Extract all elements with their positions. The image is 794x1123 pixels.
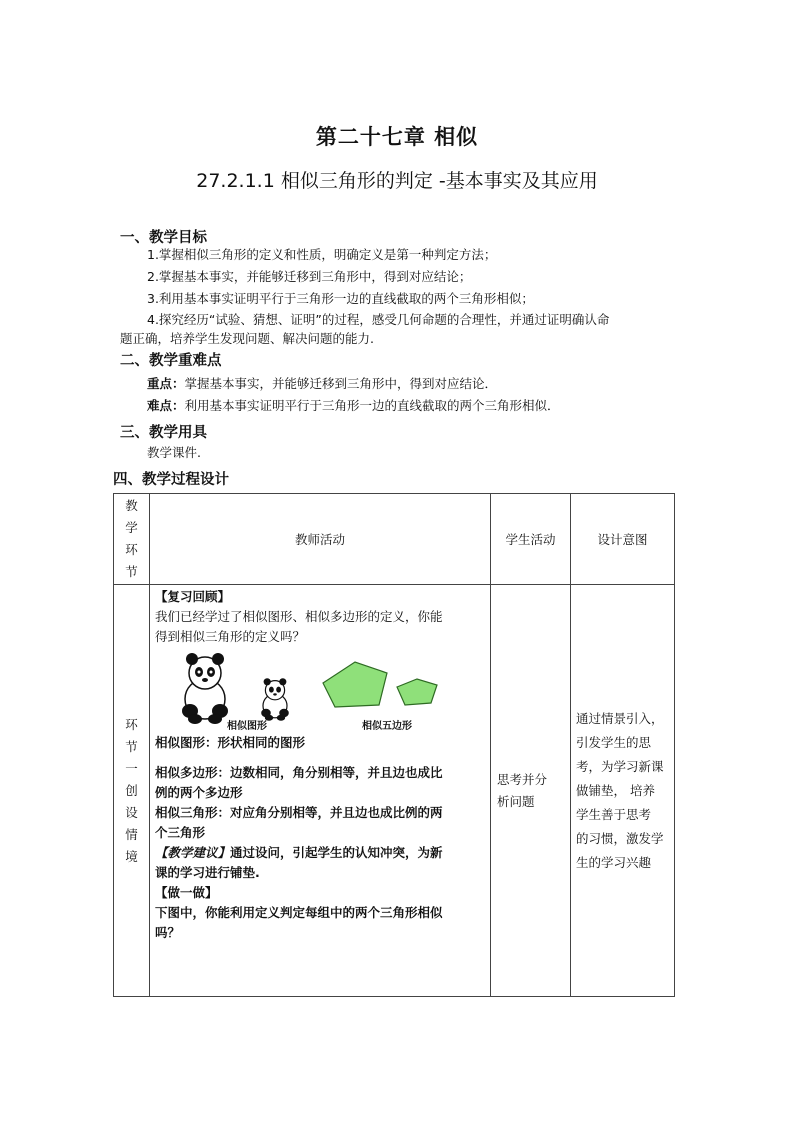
do-it-tag: 【做一做】 <box>155 885 218 900</box>
small-pentagon-shape <box>397 679 437 705</box>
review-question-1: 我们已经学过了相似图形、相似多边形的定义，你能 <box>155 609 443 624</box>
do-it-question-1: 下图中，你能利用定义判定每组中的两个三角形相似 <box>155 905 443 920</box>
diff-label: 难点： <box>147 398 185 413</box>
stage-cell: 环 节 一 创 设 情 境 <box>114 585 150 997</box>
do-it-question-2: 吗？ <box>155 925 181 940</box>
diff-text: 利用基本事实证明平行于三角形一边的直线截取的两个三角形相似． <box>184 398 560 413</box>
tools-heading: 三、教学用具 <box>120 425 207 441</box>
design-intent-cell: 通过情景引入， 引发学生的思 考，为学习新课 做铺垫， 培养 学生善于思考 的习惯，激发学 生的学习兴趣 <box>571 585 675 997</box>
big-panda-image <box>182 653 228 724</box>
review-tag: 【复习回顾】 <box>155 589 231 604</box>
teaching-suggestion-2: 课的学习进行铺垫. <box>155 865 260 880</box>
big-pentagon-shape <box>323 662 387 707</box>
definition-similar-figures: 相似图形：形状相同的图形 <box>155 735 306 750</box>
difficult-point <box>147 397 560 415</box>
key-heading: 二、教学重难点 <box>120 353 222 369</box>
table-row <box>114 585 675 997</box>
header-student: 学生活动 <box>491 494 571 585</box>
fig1-label: 相似图形 <box>227 721 267 732</box>
definition-similar-triangles-2: 个三角形 <box>155 825 206 840</box>
key-text: 掌握基本事实，并能够迁移到三角形中，得到对应结论． <box>184 376 498 391</box>
teaching-suggestion: 【教学建议】通过设问，引起学生的认知冲突，为新 <box>155 845 443 860</box>
similar-figures <box>155 647 485 733</box>
header-intent: 设计意图 <box>571 494 675 585</box>
header-stage: 教 学 环 节 <box>114 494 150 585</box>
goal-1: 1.掌握相似三角形的定义和性质，明确定义是第一种判定方法； <box>147 247 497 262</box>
student-activity-cell: 思考并分 析问题 <box>491 585 571 997</box>
process-heading: 四、教学过程设计 <box>113 472 229 488</box>
teacher-activity-cell <box>150 585 491 997</box>
goal-3: 3.利用基本事实证明平行于三角形一边的直线截取的两个三角形相似； <box>147 291 534 306</box>
small-panda-image <box>261 678 289 721</box>
process-table <box>113 493 675 997</box>
goal-4: 4.探究经历“试验、猜想、证明”的过程，感受几何命题的合理性，并通过证明确认命 <box>147 312 610 327</box>
definition-similar-polygons-1: 相似多边形：边数相同，角分别相等，并且边也成比 <box>155 765 443 780</box>
doc-title: 第二十七章 相似 <box>315 125 479 149</box>
table-header-row <box>114 494 675 585</box>
header-teacher: 教师活动 <box>150 494 491 585</box>
fig2-label: 相似五边形 <box>362 721 412 732</box>
goal-2: 2.掌握基本事实，并能够迁移到三角形中，得到对应结论； <box>147 269 472 284</box>
goal-4-cont: 题正确，培养学生发现问题、解决问题的能力. <box>120 331 374 346</box>
similar-figures-illustration <box>155 647 485 733</box>
review-question-2: 得到相似三角形的定义吗？ <box>155 629 306 644</box>
key-label: 重点： <box>147 376 185 391</box>
tools-text: 教学课件. <box>147 445 201 460</box>
doc-subtitle: 27.2.1.1 相似三角形的判定 -基本事实及其应用 <box>196 170 598 192</box>
definition-similar-polygons-2: 例的两个多边形 <box>155 785 243 800</box>
goals-heading: 一、教学目标 <box>120 230 207 246</box>
suggest-tag: 【教学建议】 <box>155 845 231 860</box>
key-point <box>147 375 497 393</box>
definition-similar-triangles-1: 相似三角形：对应角分别相等，并且边也成比例的两 <box>155 805 443 820</box>
